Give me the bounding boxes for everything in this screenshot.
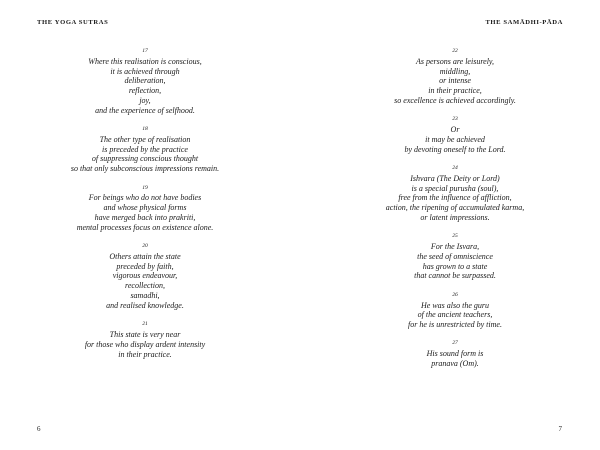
verse-number: 26 (452, 291, 458, 298)
verse-line: is preceded by the practice (102, 144, 188, 154)
verse-list (350, 47, 560, 378)
verse-line: is a special purusha (soul), (411, 183, 499, 193)
page-number: 7 (558, 425, 562, 433)
verse (350, 164, 560, 223)
verse (350, 291, 560, 330)
right-page (300, 0, 600, 450)
verse-line: for he is unrestricted by time. (408, 320, 502, 330)
verse-number: 23 (452, 116, 458, 123)
verse-line: His sound form is (426, 349, 484, 359)
verse-line: by devoting oneself to the Lord. (404, 144, 506, 154)
verse-line: free from the influence of affliction, (398, 193, 512, 203)
verse (350, 232, 560, 281)
verse-line: that cannot be surpassed. (414, 271, 496, 281)
verse-line: or intense (439, 76, 471, 86)
verse-number: 21 (142, 321, 148, 328)
running-head: THE SAMĀDHI-PĀDA (485, 19, 563, 26)
verse-line: or latent impressions. (420, 212, 490, 222)
verse (350, 47, 560, 106)
verse (40, 320, 250, 359)
verse-line: of the ancient teachers, (417, 310, 493, 320)
verse-line: Others attain the state (109, 251, 181, 261)
verse (40, 125, 250, 174)
verse-line: For beings who do not have bodies (88, 193, 202, 203)
verse (40, 184, 250, 233)
verse-line: it may be achieved (425, 134, 485, 144)
verse-number: 18 (142, 126, 148, 133)
verse-line: in their practice, (428, 86, 482, 96)
verse-line: and whose physical forms (103, 203, 187, 213)
verse-line: in their practice. (118, 349, 172, 359)
verse-line: the seed of omniscience (417, 251, 493, 261)
verse-line: Where this realisation is conscious, (88, 56, 202, 66)
running-head: THE YOGA SUTRAS (37, 19, 109, 26)
verse-line: have merged back into prakriti, (94, 212, 196, 222)
verse-line: and realised knowledge. (106, 300, 184, 310)
verse-line: As persons are leisurely, (415, 56, 495, 66)
verse (350, 339, 560, 368)
verse-number: 25 (452, 233, 458, 240)
verse-line: For the Isvara, (430, 242, 480, 252)
verse (40, 47, 250, 116)
verse-line: has grown to a state (422, 261, 488, 271)
verse-line: action, the ripening of accumulated karma, (385, 203, 525, 213)
verse-line: deliberation, (124, 76, 166, 86)
verse-number: 19 (142, 184, 148, 191)
verse-line: for those who display ardent intensity (84, 339, 206, 349)
verse-line: reflection, (128, 86, 162, 96)
verse-line: joy, (139, 95, 151, 105)
verse-line: preceded by faith, (116, 261, 174, 271)
verse-number: 24 (452, 164, 458, 171)
verse-line: Or (450, 125, 460, 135)
verse-number: 17 (142, 48, 148, 54)
verse-line: middling, (439, 66, 471, 76)
page-number: 6 (37, 425, 41, 433)
verse-line: of suppressing conscious thought (91, 154, 199, 164)
verse-list (40, 47, 250, 369)
verse-line: so excellence is achieved accordingly. (394, 95, 516, 105)
verse (40, 242, 250, 311)
verse-number: 27 (452, 340, 458, 347)
verse-line: recollection, (125, 281, 165, 291)
verse-line: He was also the guru (421, 300, 489, 310)
verse-line: so that only subconscious impressions remain. (70, 164, 220, 174)
verse-number: 22 (452, 48, 458, 54)
verse-line: samadhi, (130, 291, 160, 301)
verse-number: 20 (142, 243, 148, 250)
verse (350, 115, 560, 154)
verse-line: Ishvara (The Deity or Lord) (410, 173, 500, 183)
verse-line: This state is very near (109, 329, 181, 339)
verse-line: vigorous endeavour, (112, 271, 178, 281)
verse-line: it is achieved through (110, 66, 180, 76)
verse-line: and the experience of selfhood. (95, 105, 195, 115)
verse-line: pranava (Om). (431, 359, 479, 369)
verse-line: mental processes focus on existence alone. (76, 222, 214, 232)
verse-line: The other type of realisation (99, 134, 191, 144)
